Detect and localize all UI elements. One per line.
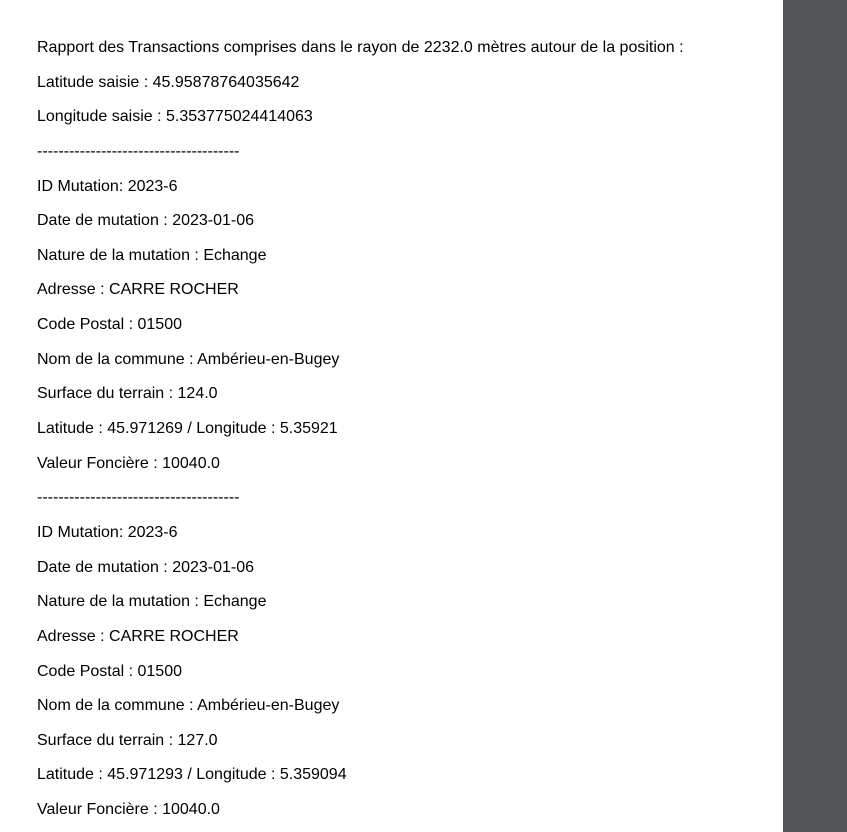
report-header: Rapport des Transactions comprises dans le rayon de 2232.0 mètres autour de la position : xyxy=(37,39,684,56)
date-mutation: Date de mutation : 2023-01-06 xyxy=(37,212,255,230)
code-postal: Code Postal : 01500 xyxy=(37,662,182,680)
latitude-saisie: Latitude saisie : 45.95878764035642 xyxy=(37,73,300,91)
adresse: Adresse : CARRE ROCHER xyxy=(37,281,239,299)
latitude-longitude: Latitude : 45.971293 / Longitude : 5.359094 xyxy=(37,766,347,784)
longitude-saisie: Longitude saisie : 5.353775024414063 xyxy=(37,108,313,126)
date-mutation: Date de mutation : 2023-01-06 xyxy=(37,558,255,576)
viewer-side-panel[interactable] xyxy=(783,0,847,832)
report-content xyxy=(37,37,684,832)
surface-terrain: Surface du terrain : 127.0 xyxy=(37,731,218,749)
commune: Nom de la commune : Ambérieu-en-Bugey xyxy=(37,350,340,368)
id-mutation: ID Mutation: 2023-6 xyxy=(37,177,178,195)
surface-terrain: Surface du terrain : 124.0 xyxy=(37,385,218,403)
nature-mutation: Nature de la mutation : Echange xyxy=(37,246,267,264)
latitude-longitude: Latitude : 45.971269 / Longitude : 5.35921 xyxy=(37,420,338,438)
id-mutation: ID Mutation: 2023-6 xyxy=(37,523,178,541)
valeur-fonciere: Valeur Foncière : 10040.0 xyxy=(37,801,220,819)
valeur-fonciere: Valeur Foncière : 10040.0 xyxy=(37,454,220,472)
adresse: Adresse : CARRE ROCHER xyxy=(37,627,239,645)
nature-mutation: Nature de la mutation : Echange xyxy=(37,593,267,611)
separator: -------------------------------------- xyxy=(37,142,240,160)
separator: -------------------------------------- xyxy=(37,489,240,507)
commune: Nom de la commune : Ambérieu-en-Bugey xyxy=(37,697,340,715)
code-postal: Code Postal : 01500 xyxy=(37,316,182,334)
